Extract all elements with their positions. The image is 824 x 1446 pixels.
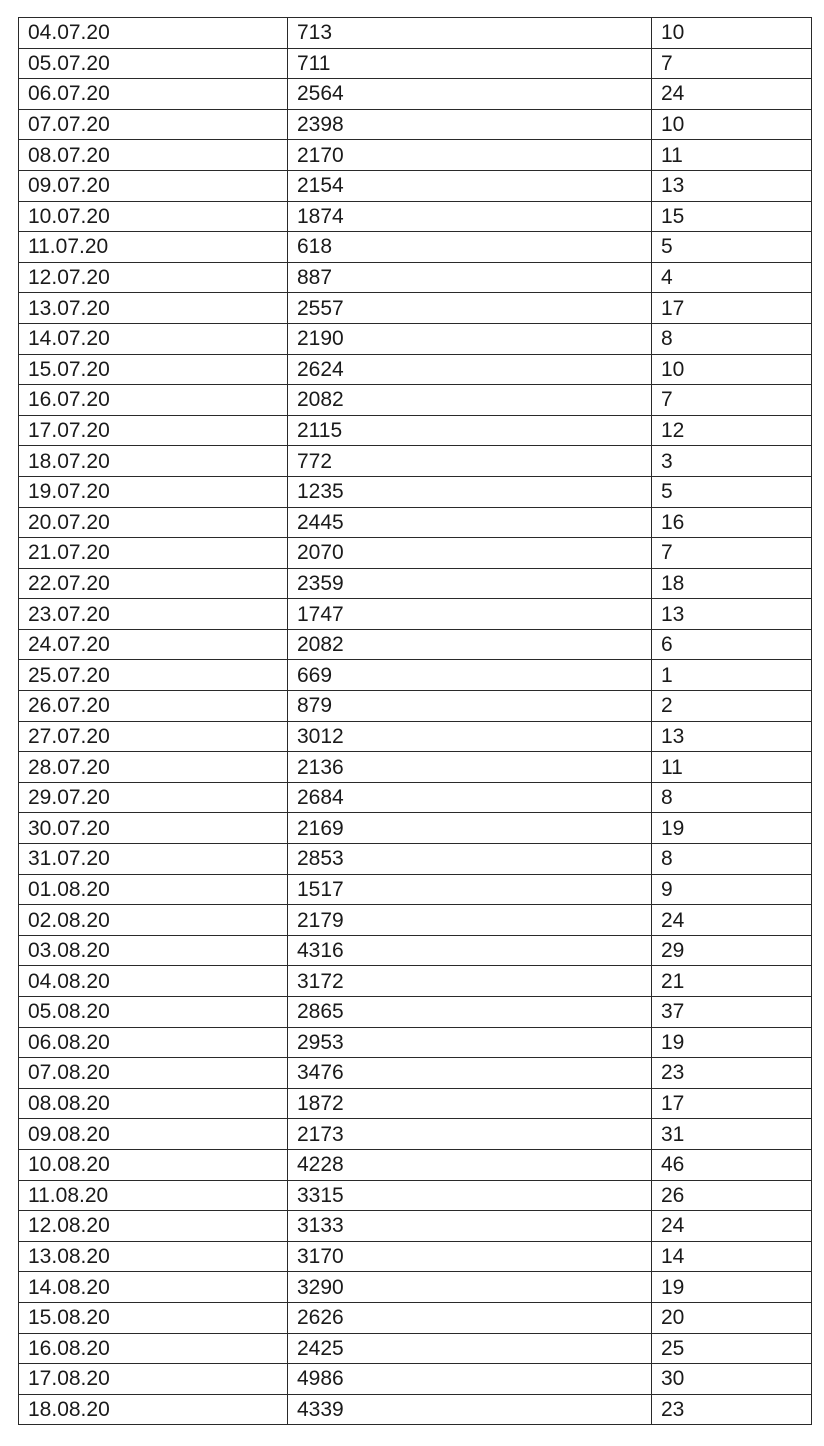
- date-cell: 03.08.20: [19, 935, 288, 966]
- value-cell: 24: [652, 79, 812, 110]
- table-body: [19, 18, 812, 1425]
- count-cell: 3476: [288, 1058, 652, 1089]
- table-row: [19, 262, 812, 293]
- count-cell: 2173: [288, 1119, 652, 1150]
- count-cell: 2445: [288, 507, 652, 538]
- date-cell: 31.07.20: [19, 844, 288, 875]
- value-cell: 19: [652, 813, 812, 844]
- table-row: [19, 140, 812, 171]
- date-cell: 02.08.20: [19, 905, 288, 936]
- value-cell: 29: [652, 935, 812, 966]
- table-row: [19, 721, 812, 752]
- table-row: [19, 997, 812, 1028]
- value-cell: 8: [652, 323, 812, 354]
- date-cell: 08.07.20: [19, 140, 288, 171]
- value-cell: 3: [652, 446, 812, 477]
- count-cell: 2082: [288, 385, 652, 416]
- table-row: [19, 1088, 812, 1119]
- value-cell: 13: [652, 170, 812, 201]
- table-row: [19, 538, 812, 569]
- value-cell: 10: [652, 354, 812, 385]
- date-cell: 15.07.20: [19, 354, 288, 385]
- count-cell: 2190: [288, 323, 652, 354]
- count-cell: 1517: [288, 874, 652, 905]
- date-cell: 28.07.20: [19, 752, 288, 783]
- count-cell: 2684: [288, 782, 652, 813]
- value-cell: 7: [652, 385, 812, 416]
- count-cell: 2425: [288, 1333, 652, 1364]
- date-cell: 09.07.20: [19, 170, 288, 201]
- value-cell: 30: [652, 1364, 812, 1395]
- value-cell: 5: [652, 476, 812, 507]
- date-cell: 07.07.20: [19, 109, 288, 140]
- table-row: [19, 415, 812, 446]
- table-row: [19, 599, 812, 630]
- count-cell: 3133: [288, 1211, 652, 1242]
- count-cell: 1872: [288, 1088, 652, 1119]
- value-cell: 15: [652, 201, 812, 232]
- date-cell: 13.08.20: [19, 1241, 288, 1272]
- count-cell: 2154: [288, 170, 652, 201]
- value-cell: 12: [652, 415, 812, 446]
- count-cell: 713: [288, 18, 652, 49]
- table-row: [19, 232, 812, 263]
- count-cell: 3170: [288, 1241, 652, 1272]
- date-cell: 10.07.20: [19, 201, 288, 232]
- value-cell: 5: [652, 232, 812, 263]
- value-cell: 26: [652, 1180, 812, 1211]
- date-cell: 29.07.20: [19, 782, 288, 813]
- count-cell: 2953: [288, 1027, 652, 1058]
- table-row: [19, 1180, 812, 1211]
- table-row: [19, 1394, 812, 1425]
- table-row: [19, 691, 812, 722]
- table-row: [19, 1027, 812, 1058]
- count-cell: 2082: [288, 629, 652, 660]
- table-row: [19, 568, 812, 599]
- data-table: [18, 17, 812, 1425]
- value-cell: 23: [652, 1394, 812, 1425]
- count-cell: 2179: [288, 905, 652, 936]
- value-cell: 10: [652, 18, 812, 49]
- value-cell: 24: [652, 1211, 812, 1242]
- value-cell: 31: [652, 1119, 812, 1150]
- value-cell: 11: [652, 752, 812, 783]
- count-cell: 4986: [288, 1364, 652, 1395]
- table-row: [19, 1119, 812, 1150]
- count-cell: 4228: [288, 1149, 652, 1180]
- value-cell: 24: [652, 905, 812, 936]
- date-cell: 18.08.20: [19, 1394, 288, 1425]
- value-cell: 14: [652, 1241, 812, 1272]
- value-cell: 19: [652, 1272, 812, 1303]
- value-cell: 25: [652, 1333, 812, 1364]
- value-cell: 2: [652, 691, 812, 722]
- count-cell: 2115: [288, 415, 652, 446]
- count-cell: 3172: [288, 966, 652, 997]
- date-cell: 25.07.20: [19, 660, 288, 691]
- table-row: [19, 1364, 812, 1395]
- date-cell: 22.07.20: [19, 568, 288, 599]
- table-row: [19, 1302, 812, 1333]
- table-row: [19, 966, 812, 997]
- table-row: [19, 1333, 812, 1364]
- date-cell: 01.08.20: [19, 874, 288, 905]
- value-cell: 1: [652, 660, 812, 691]
- date-cell: 13.07.20: [19, 293, 288, 324]
- table-row: [19, 354, 812, 385]
- count-cell: 3315: [288, 1180, 652, 1211]
- value-cell: 17: [652, 1088, 812, 1119]
- count-cell: 1235: [288, 476, 652, 507]
- value-cell: 20: [652, 1302, 812, 1333]
- date-cell: 15.08.20: [19, 1302, 288, 1333]
- table-row: [19, 1241, 812, 1272]
- value-cell: 21: [652, 966, 812, 997]
- date-cell: 06.08.20: [19, 1027, 288, 1058]
- value-cell: 19: [652, 1027, 812, 1058]
- table-row: [19, 782, 812, 813]
- date-cell: 08.08.20: [19, 1088, 288, 1119]
- value-cell: 23: [652, 1058, 812, 1089]
- count-cell: 2564: [288, 79, 652, 110]
- table-row: [19, 48, 812, 79]
- count-cell: 887: [288, 262, 652, 293]
- value-cell: 16: [652, 507, 812, 538]
- value-cell: 4: [652, 262, 812, 293]
- date-cell: 23.07.20: [19, 599, 288, 630]
- value-cell: 10: [652, 109, 812, 140]
- table-row: [19, 660, 812, 691]
- date-cell: 10.08.20: [19, 1149, 288, 1180]
- table-row: [19, 1211, 812, 1242]
- count-cell: 1874: [288, 201, 652, 232]
- value-cell: 18: [652, 568, 812, 599]
- count-cell: 2070: [288, 538, 652, 569]
- count-cell: 1747: [288, 599, 652, 630]
- date-cell: 18.07.20: [19, 446, 288, 477]
- value-cell: 7: [652, 48, 812, 79]
- count-cell: 2136: [288, 752, 652, 783]
- count-cell: 3012: [288, 721, 652, 752]
- count-cell: 879: [288, 691, 652, 722]
- table-row: [19, 293, 812, 324]
- table-row: [19, 446, 812, 477]
- table-row: [19, 752, 812, 783]
- count-cell: 669: [288, 660, 652, 691]
- date-cell: 24.07.20: [19, 629, 288, 660]
- table-row: [19, 874, 812, 905]
- count-cell: 618: [288, 232, 652, 263]
- value-cell: 46: [652, 1149, 812, 1180]
- date-cell: 26.07.20: [19, 691, 288, 722]
- date-cell: 14.07.20: [19, 323, 288, 354]
- date-cell: 05.07.20: [19, 48, 288, 79]
- date-cell: 06.07.20: [19, 79, 288, 110]
- count-cell: 711: [288, 48, 652, 79]
- count-cell: 2169: [288, 813, 652, 844]
- date-cell: 11.08.20: [19, 1180, 288, 1211]
- date-cell: 11.07.20: [19, 232, 288, 263]
- value-cell: 8: [652, 844, 812, 875]
- date-cell: 07.08.20: [19, 1058, 288, 1089]
- date-cell: 14.08.20: [19, 1272, 288, 1303]
- count-cell: 2853: [288, 844, 652, 875]
- count-cell: 2557: [288, 293, 652, 324]
- count-cell: 4339: [288, 1394, 652, 1425]
- table-row: [19, 476, 812, 507]
- date-cell: 12.07.20: [19, 262, 288, 293]
- date-cell: 17.07.20: [19, 415, 288, 446]
- value-cell: 11: [652, 140, 812, 171]
- count-cell: 2359: [288, 568, 652, 599]
- table-row: [19, 323, 812, 354]
- table-row: [19, 629, 812, 660]
- date-cell: 30.07.20: [19, 813, 288, 844]
- table-row: [19, 905, 812, 936]
- table-row: [19, 1272, 812, 1303]
- count-cell: 4316: [288, 935, 652, 966]
- table-row: [19, 1149, 812, 1180]
- date-cell: 17.08.20: [19, 1364, 288, 1395]
- date-cell: 19.07.20: [19, 476, 288, 507]
- table-row: [19, 385, 812, 416]
- value-cell: 8: [652, 782, 812, 813]
- table-row: [19, 109, 812, 140]
- value-cell: 17: [652, 293, 812, 324]
- value-cell: 9: [652, 874, 812, 905]
- table-row: [19, 935, 812, 966]
- value-cell: 7: [652, 538, 812, 569]
- date-cell: 16.08.20: [19, 1333, 288, 1364]
- date-cell: 16.07.20: [19, 385, 288, 416]
- count-cell: 2170: [288, 140, 652, 171]
- count-cell: 3290: [288, 1272, 652, 1303]
- table-row: [19, 507, 812, 538]
- count-cell: 2626: [288, 1302, 652, 1333]
- count-cell: 2865: [288, 997, 652, 1028]
- date-cell: 21.07.20: [19, 538, 288, 569]
- table-row: [19, 813, 812, 844]
- count-cell: 2398: [288, 109, 652, 140]
- date-cell: 05.08.20: [19, 997, 288, 1028]
- date-cell: 09.08.20: [19, 1119, 288, 1150]
- count-cell: 772: [288, 446, 652, 477]
- date-cell: 20.07.20: [19, 507, 288, 538]
- date-cell: 27.07.20: [19, 721, 288, 752]
- table-row: [19, 18, 812, 49]
- table-row: [19, 201, 812, 232]
- count-cell: 2624: [288, 354, 652, 385]
- table-row: [19, 79, 812, 110]
- date-cell: 12.08.20: [19, 1211, 288, 1242]
- table-row: [19, 170, 812, 201]
- table-row: [19, 1058, 812, 1089]
- value-cell: 6: [652, 629, 812, 660]
- value-cell: 13: [652, 599, 812, 630]
- value-cell: 37: [652, 997, 812, 1028]
- date-cell: 04.08.20: [19, 966, 288, 997]
- table-row: [19, 844, 812, 875]
- value-cell: 13: [652, 721, 812, 752]
- date-cell: 04.07.20: [19, 18, 288, 49]
